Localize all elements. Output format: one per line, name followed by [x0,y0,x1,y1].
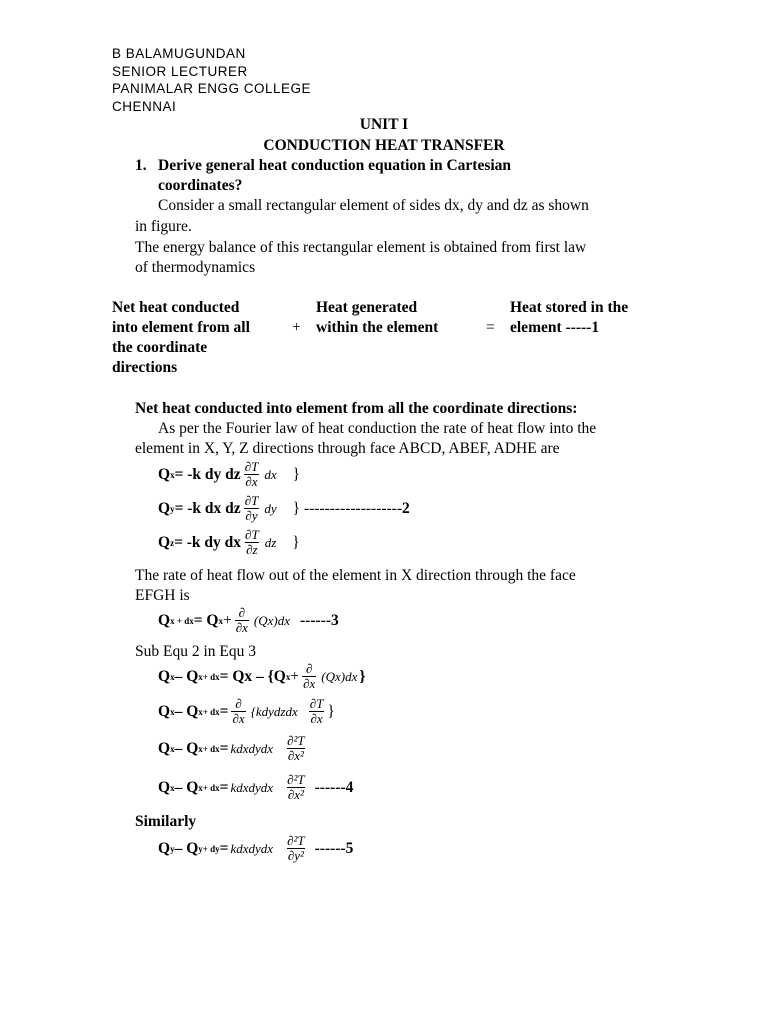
fraction: $\frac{\partial T}{\partial y}$ [244,493,259,523]
balance-term2-line-2: within the element [316,319,439,336]
author-title: SENIOR LECTURER [112,64,248,79]
question-line-1: Derive general heat conduction equation in Cartesian [158,157,512,174]
equation-step-d: Q x – Q x+ dx = kdxdydx $\frac{\text{∂²T}}{\text{∂x²}}$ ------4 [158,772,354,802]
equation-qy: Q y = -k dx dz $\frac{\partial T}{\partial y}$ dy } ------------------- 2 [158,493,410,523]
para1-line-3: The energy balance of this rectangular element is obtained from first law [135,239,587,256]
equation-qx: Q x = -k dy dz $\frac{\partial T}{\partial x}$ dx } [158,459,301,489]
fraction: $\frac{\partial T}{\partial x}$ [309,696,324,726]
author-college: PANIMALAR ENGG COLLEGE [112,81,312,96]
equation-qz: Q z = -k dy dx $\frac{\partial T}{\partial z}$ dz } [158,527,300,557]
similarly-label: Similarly [135,813,197,830]
equation-step-a: Q x – Q x+ dx = Qx – {Q x + $\frac{\partial}{\partial x}$ (Qx)dx } [158,661,366,691]
balance-plus: + [292,319,301,336]
fraction: $\frac{\partial T}{\partial x}$ [244,459,259,489]
section1-title: Net heat conducted into element from all the coordinate directions: [135,400,578,417]
balance-term1-line-1: Net heat conducted [112,299,240,316]
balance-term2-line-1: Heat generated [316,299,418,316]
fraction: $\frac{\text{∂²T}}{\text{∂x²}}$ [287,772,305,802]
question-number: 1. [135,157,147,174]
section1-line-1: As per the Fourier law of heat conduction the rate of heat flow into the [158,420,597,437]
para1-line-2: in figure. [135,218,192,235]
balance-term1-line-3: the coordinate [112,339,208,356]
fraction: $\frac{\partial}{\partial x}$ [235,605,248,635]
balance-term3-line-1: Heat stored in the [510,299,629,316]
para2-line-1: The rate of heat flow out of the element in X direction through the face [135,567,576,584]
equation-step-c: Q x – Q x+ dx = kdxdydx $\frac{\text{∂²T}}{\text{∂x²}}$ [158,733,305,763]
balance-term3-line-2: element -----1 [510,319,600,336]
section1-line-2: element in X, Y, Z directions through face ABCD, ABEF, ADHE are [135,440,560,457]
author-name: B BALAMUGUNDAN [112,46,246,61]
para1-line-1: Consider a small rectangular element of sides dx, dy and dz as shown [158,197,589,214]
para2-line-2: EFGH is [135,587,190,604]
balance-term1-line-2: into element from all [112,319,250,336]
unit-heading: UNIT I [359,116,409,133]
fraction: $\frac{\partial}{\partial x}$ [303,661,316,691]
fraction: $\frac{\partial T}{\partial z}$ [245,527,259,557]
fraction: $\frac{\partial}{\partial x}$ [232,696,245,726]
equation-step-b: Q x – Q x+ dx = $\frac{\partial}{\partial x}$ {kdydzdx $\frac{\partial T}{\partial x}$ } [158,696,335,726]
substitution-text: Sub Equ 2 in Equ 3 [135,643,256,660]
section-heading: CONDUCTION HEAT TRANSFER [263,137,505,154]
question-line-2: coordinates? [158,177,243,194]
fraction: $\frac{\text{∂²T}}{\text{∂y²}}$ [287,833,305,863]
fraction: $\frac{\text{∂²T}}{\text{∂x²}}$ [287,733,305,763]
para1-line-4: of thermodynamics [135,259,256,276]
equation-5: Q y – Q y+ dy = kdxdydx $\frac{\text{∂²T}}{\text{∂y²}}$ ------5 [158,833,354,863]
balance-equals: = [486,319,495,336]
author-city: CHENNAI [112,99,177,114]
balance-term1-line-4: directions [112,359,178,376]
equation-3: Q x + dx = Q x + $\frac{\partial}{\partial x}$ (Qx)dx ------3 [158,605,339,635]
